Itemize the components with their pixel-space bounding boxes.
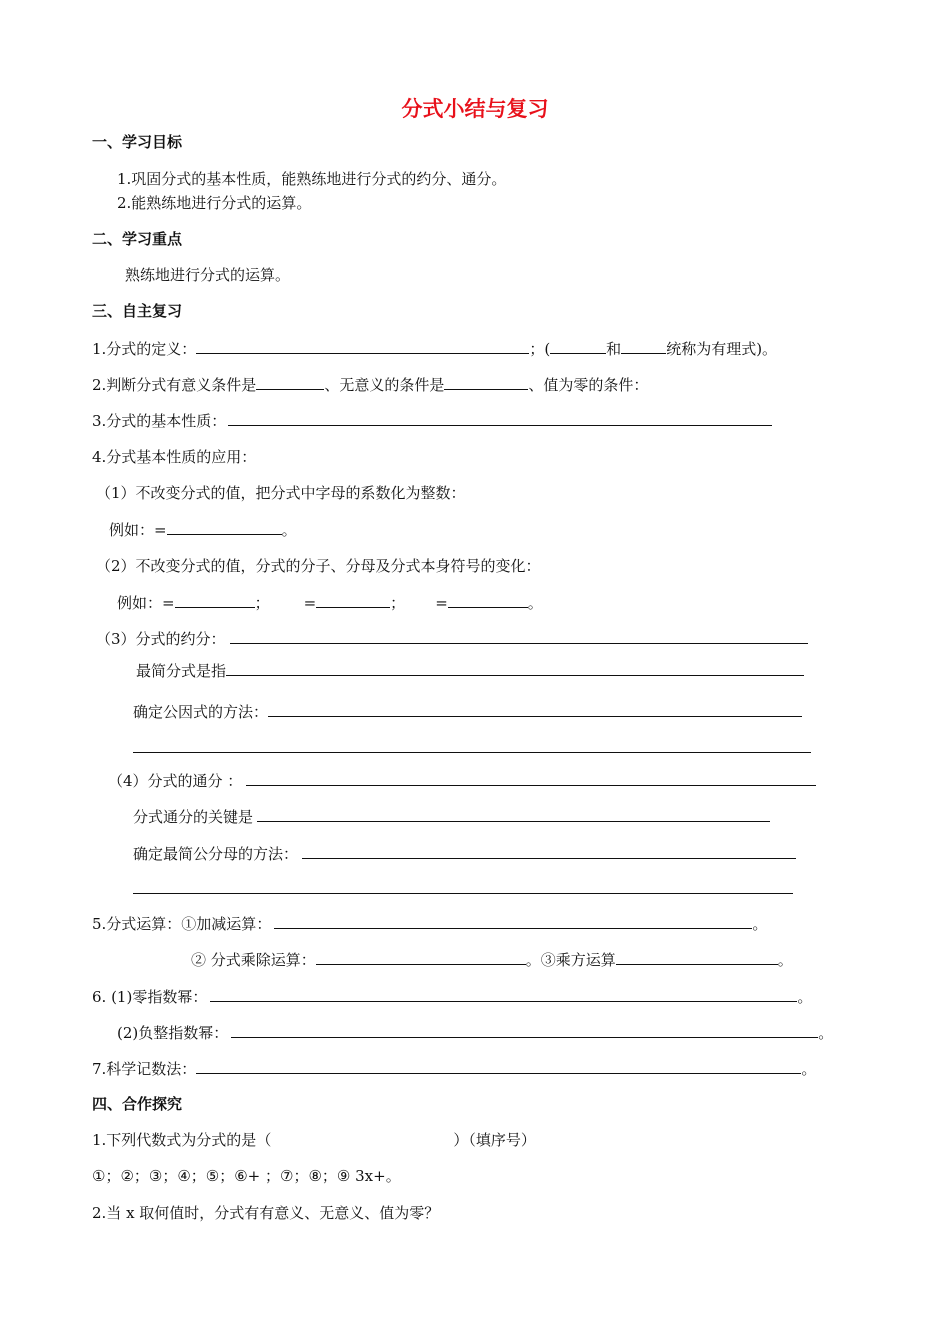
question-7-scientific-notation: [92, 1058, 816, 1079]
q5b-blank-mul-div[interactable]: [316, 949, 526, 965]
question-4-application: 4.分式基本性质的应用：: [92, 448, 257, 466]
p4b-blank[interactable]: [302, 843, 796, 859]
q7-end: 。: [801, 1060, 817, 1078]
q1-blank-definition[interactable]: [196, 338, 529, 354]
p4-blank[interactable]: [246, 770, 816, 786]
goal-item-1: 1.巩固分式的基本性质，能熟练地进行分式的约分、通分。: [117, 170, 507, 188]
common-factor-method-line-2: [133, 737, 811, 758]
section-heading-focus: 二、学习重点: [92, 230, 183, 248]
p3b-blank[interactable]: [268, 701, 802, 717]
p3a-blank[interactable]: [226, 660, 804, 676]
q7-blank[interactable]: [196, 1058, 801, 1074]
page-title: 分式小结与复习: [401, 97, 549, 121]
ex2-label: 例如：=: [117, 594, 175, 612]
ex1-blank[interactable]: [167, 519, 282, 535]
question-2-conditions: [92, 374, 648, 395]
ex2-sep-2: ；: [390, 594, 406, 612]
ex2-end: 。: [527, 594, 543, 612]
question-1-definition: [92, 338, 777, 359]
example-2: [117, 592, 543, 613]
q1-label: 1.分式的定义：: [92, 340, 197, 358]
question-6-zero-exponent: [92, 986, 812, 1007]
p3-label: （3）分式的约分：: [96, 630, 226, 648]
q5-blank-add-sub[interactable]: [274, 913, 752, 929]
focus-text: 熟练地进行分式的运算。: [125, 266, 291, 284]
explore-question-1: [92, 1130, 536, 1150]
p4b-label: 确定最简公分母的方法：: [133, 845, 299, 863]
question-3-property: [92, 410, 772, 431]
q5-end: 。: [752, 915, 768, 933]
lcd-method-line-2: [133, 878, 793, 899]
q2-tail: 、值为零的条件：: [528, 376, 649, 394]
p4a-blank[interactable]: [257, 806, 770, 822]
question-6-negative-exponent: [117, 1022, 833, 1043]
q7-label: 7.科学记数法：: [92, 1060, 197, 1078]
q1-sep: ；(: [529, 340, 551, 358]
eq1-label: 1.下列代数式为分式的是（: [92, 1131, 272, 1149]
question-5-mul-div-pow: [191, 949, 793, 970]
q6b-end: 。: [818, 1024, 834, 1042]
lcd-method-line: [133, 843, 796, 864]
q1-and: 和: [606, 340, 622, 358]
p4a-label: 分式通分的关键是: [133, 808, 254, 826]
goal-item-2: 2.能熟练地进行分式的运算。: [117, 194, 312, 212]
q6a-blank[interactable]: [210, 986, 797, 1002]
q2-mid: 、无意义的条件是: [324, 376, 445, 394]
p3b-blank-2[interactable]: [133, 737, 811, 753]
item-3-reduction: [96, 628, 808, 649]
example-1: [109, 519, 297, 540]
q3-label: 3.分式的基本性质：: [92, 412, 227, 430]
q5b-blank-power[interactable]: [616, 949, 778, 965]
common-factor-method-line: [133, 701, 802, 722]
ex2-blank-1[interactable]: [175, 592, 255, 608]
common-denominator-key-line: [133, 806, 770, 827]
p3a-label: 最简分式是指: [136, 662, 227, 680]
q1-blank-b[interactable]: [621, 338, 666, 354]
p4b-blank-2[interactable]: [133, 878, 793, 894]
simplest-fraction-line: [136, 660, 804, 681]
question-5-operations: [92, 913, 767, 934]
q6b-blank[interactable]: [231, 1022, 818, 1038]
section-heading-goals: 一、学习目标: [92, 133, 183, 151]
explore-question-2: 2.当 x 取何值时，分式有有意义、无意义、值为零？: [92, 1204, 440, 1222]
q3-blank[interactable]: [228, 410, 772, 426]
ex2-blank-3[interactable]: [448, 592, 528, 608]
q5b-end: 。: [777, 951, 793, 969]
q5b-label: ② 分式乘除运算：: [191, 951, 316, 969]
p4-label: （4）分式的通分 ：: [108, 772, 243, 790]
ex1-end: 。: [281, 521, 297, 539]
q5-label: 5.分式运算：①加减运算：: [92, 915, 272, 933]
ex2-sep-1: ；: [254, 594, 270, 612]
q1-tail: 统称为有理式)。: [666, 340, 778, 358]
ex2-eq-2: =: [303, 594, 317, 612]
ex2-eq-3: =: [435, 594, 448, 612]
q6b-label: (2)负整指数幂：: [117, 1024, 229, 1042]
q2-blank-meaningless[interactable]: [444, 374, 528, 390]
q1-blank-a[interactable]: [550, 338, 606, 354]
q5b-mid: 。③乘方运算: [525, 951, 616, 969]
q6a-end: 。: [797, 988, 813, 1006]
item-4-common-denominator: [108, 770, 816, 791]
p3b-label: 确定公因式的方法：: [133, 703, 269, 721]
p3-blank[interactable]: [230, 628, 808, 644]
section-heading-review: 三、自主复习: [92, 302, 183, 320]
q2-blank-meaningful[interactable]: [256, 374, 324, 390]
section-heading-explore: 四、合作探究: [92, 1095, 183, 1113]
explore-question-1-options: ①；②；③；④；⑤；⑥+ ；⑦；⑧；⑨ 3x+。: [92, 1167, 401, 1185]
eq1-tail: ）（填序号）: [453, 1131, 536, 1149]
ex1-label: 例如：=: [109, 521, 167, 539]
q2-label: 2.判断分式有意义条件是: [92, 376, 257, 394]
item-1-integer-coefficients: （1）不改变分式的值，把分式中字母的系数化为整数：: [96, 484, 466, 502]
item-2-sign-change: （2）不改变分式的值，分式的分子、分母及分式本身符号的变化：: [96, 557, 541, 575]
q6a-label: 6. (1)零指数幂：: [92, 988, 208, 1006]
ex2-blank-2[interactable]: [316, 592, 390, 608]
